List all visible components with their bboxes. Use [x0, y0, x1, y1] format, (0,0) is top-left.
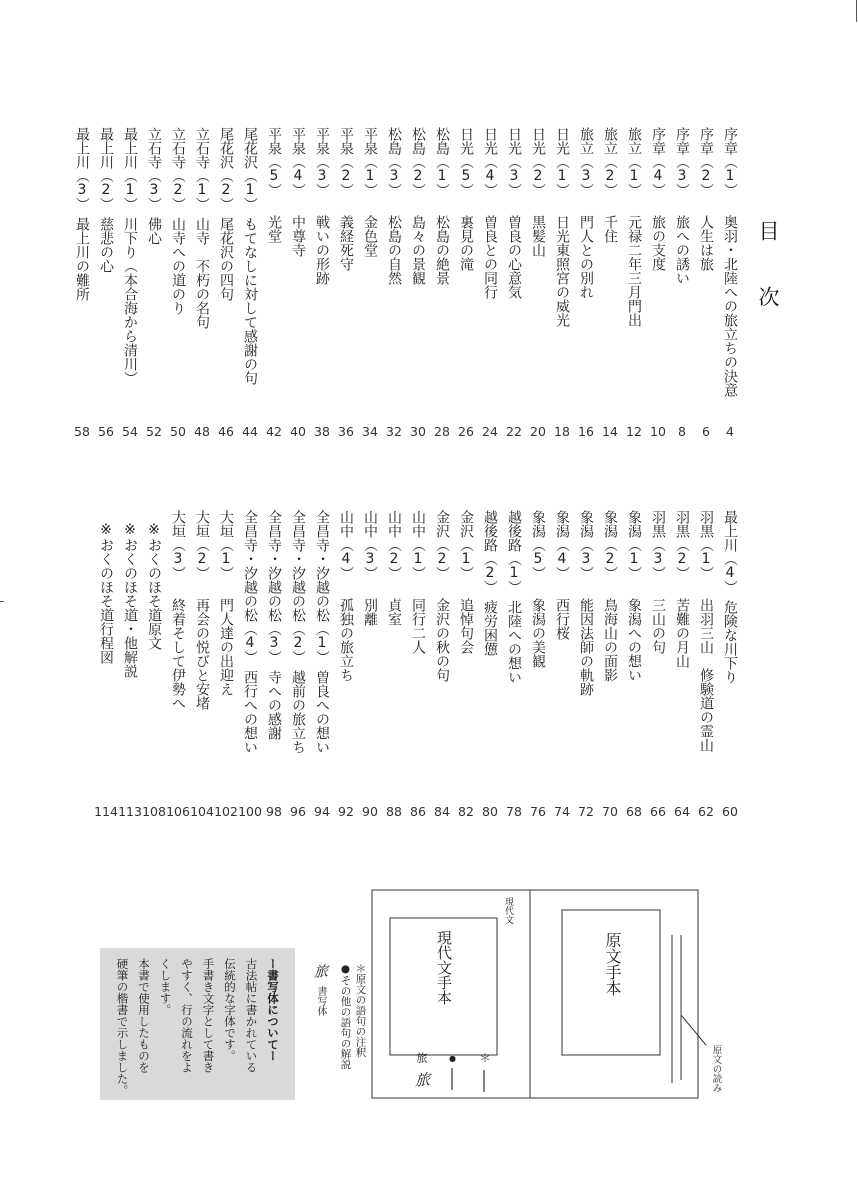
toc-entry-title: 中尊寺 [290, 215, 306, 257]
toc-entry [142, 127, 166, 447]
toc-entry [478, 127, 502, 447]
toc-section-label: 山中（3） [362, 510, 378, 580]
toc-entry-title: 旅の支度 [650, 215, 666, 271]
toc-entry [238, 510, 262, 826]
toc-entry-title: 奥羽・北陸への旅立ちの決意 [722, 215, 738, 397]
note-line: 手書き文字として書き [201, 958, 216, 1073]
toc-entry [214, 510, 238, 826]
toc-entry [574, 127, 598, 447]
modern-text-label: 現代文 [503, 897, 513, 924]
toc-entry-title: 曽良への想い [314, 670, 330, 754]
toc-section-label: 松島（1） [434, 127, 450, 197]
toc-entry [718, 127, 742, 447]
toc-entry [310, 127, 334, 447]
note-line: 伝統的な字体です。 [223, 958, 237, 1062]
toc-page-number: 34 [362, 424, 378, 439]
toc-entry-title: 再会の悦びと安堵 [194, 598, 210, 710]
toc-section-label: 松島（2） [410, 127, 426, 197]
toc-entry-title: 三山の句 [650, 598, 666, 654]
toc-section-label: 旅立（1） [626, 127, 642, 197]
toc-page-number: 28 [434, 424, 450, 439]
toc-entry [430, 510, 454, 826]
toc-entry [262, 127, 286, 447]
toc-section-label: 越後路（1） [506, 510, 522, 594]
toc-entry-title: 北陸への想い [506, 600, 522, 684]
toc-entry [166, 510, 190, 826]
toc-page-number: 90 [362, 804, 378, 819]
toc-entry [358, 127, 382, 447]
toc-entry [382, 127, 406, 447]
toc-entry-title: 能因法師の軌跡 [578, 598, 594, 696]
toc-entry-title: 寺への感謝 [266, 670, 282, 740]
toc-appendix-label: ※おくのほそ道・他解説 [122, 522, 138, 678]
toc-entry-title: 同行二人 [410, 598, 426, 654]
toc-entry [166, 127, 190, 447]
toc-entry-title: 山寺への道のり [170, 217, 186, 315]
toc-section-label: 羽黒（2） [674, 510, 690, 580]
toc-section-label: 象潟（1） [626, 510, 642, 580]
toc-page-number: 44 [242, 424, 258, 439]
toc-entry-title: 元禄二年三月門出 [626, 215, 642, 327]
modern-text-box-label: 現代文手本 [435, 930, 453, 1005]
toc-section-label: 立石寺（1） [194, 127, 210, 211]
toc-page-number: 62 [698, 804, 714, 819]
toc-section-label: 平泉（1） [362, 127, 378, 197]
shosha-note-box [100, 948, 295, 1100]
toc-entry-title: 鳥海山の面影 [602, 598, 618, 682]
toc-section-label: 象潟（3） [578, 510, 594, 580]
toc-page-number: 94 [314, 804, 330, 819]
note-heading: ー書写体についてー [266, 958, 280, 1062]
toc-entry [334, 127, 358, 447]
page-title: 目次 [756, 220, 780, 352]
toc-entry-title: 曽良の心意気 [506, 215, 522, 299]
toc-entry-title: 終着そして伊勢へ [170, 598, 186, 710]
toc-entry [118, 127, 142, 447]
toc-entry-title: 戦いの形跡 [314, 215, 330, 285]
toc-page-number: 80 [482, 804, 498, 819]
toc-section-label: 大垣（3） [170, 510, 186, 580]
toc-page-number: 12 [626, 424, 642, 439]
toc-entry-title: 慈悲の心 [98, 217, 114, 273]
toc-page-number: 86 [410, 804, 426, 819]
toc-entry-title: 島々の景観 [410, 215, 426, 285]
toc-entry [310, 510, 334, 826]
toc-entry-title: 曽良との同行 [482, 215, 498, 299]
toc-entry [598, 510, 622, 826]
toc-entry-title: 門人達の出迎え [218, 598, 234, 696]
toc-section-label: 象潟（5） [530, 510, 546, 580]
toc-page-number: 68 [626, 804, 642, 819]
toc-entry [694, 127, 718, 447]
toc-section-label: 尾花沢（1） [242, 127, 258, 211]
toc-entry-title: 象潟への想い [626, 598, 642, 682]
toc-page-number: 58 [74, 424, 90, 439]
toc-entry [262, 510, 286, 826]
toc-section-label: 平泉（2） [338, 127, 354, 197]
toc-page-number: 82 [458, 804, 474, 819]
toc-page-number: 102 [214, 804, 238, 819]
reading-pointer [681, 1015, 706, 1045]
toc-appendix-label: ※おくのほそ道原文 [146, 522, 162, 650]
toc-page-number: 8 [678, 424, 686, 439]
note-line: 本書で使用したものを [137, 958, 151, 1073]
toc-entry-title: 山寺 不朽の名句 [194, 217, 210, 329]
toc-page-number: 24 [482, 424, 498, 439]
toc-section-label: 最上川（2） [98, 127, 114, 211]
toc-page-number: 56 [98, 424, 114, 439]
toc-page-number: 52 [146, 424, 162, 439]
note-line: 古法帖に書かれている [244, 958, 259, 1073]
toc-section-label: 平泉（4） [290, 127, 306, 197]
toc-section-label: 山中（2） [386, 510, 402, 580]
toc-page-number: 70 [602, 804, 618, 819]
sample-star: ＊ [478, 1052, 491, 1063]
toc-page-number: 114 [94, 804, 118, 819]
toc-section-label: 松島（3） [386, 127, 402, 197]
toc-entry-title: 佛心 [146, 217, 162, 245]
toc-page-number: 10 [650, 424, 666, 439]
toc-page-number: 96 [290, 804, 306, 819]
toc-page-number: 32 [386, 424, 402, 439]
toc-page-number: 60 [722, 804, 738, 819]
toc-entry-title: 旅への誘い [674, 215, 690, 285]
toc-section-label: 旅立（2） [602, 127, 618, 197]
toc-page-number: 54 [122, 424, 138, 439]
toc-page-number: 76 [530, 804, 546, 819]
toc-entry [694, 510, 718, 826]
toc-page-number: 20 [530, 424, 546, 439]
book-spread-outline [372, 890, 698, 1098]
toc-entry [622, 127, 646, 447]
toc-entry [718, 510, 742, 826]
toc-section-label: 最上川（4） [722, 510, 738, 594]
toc-entry-title: 川下り（本合海から清川） [122, 217, 138, 385]
toc-section-label: 山中（4） [338, 510, 354, 580]
toc-section-label: 大垣（2） [194, 510, 210, 580]
toc-entry-title: 象潟の美観 [530, 598, 546, 668]
toc-entry [94, 127, 118, 447]
sample-dot: ● [448, 1054, 457, 1063]
toc-section-label: 日光（1） [554, 127, 570, 197]
note-line: くします。 [158, 958, 173, 1016]
toc-entry [526, 127, 550, 447]
toc-page-number: 6 [702, 424, 710, 439]
toc-entry-title: 日光東照宮の威光 [554, 215, 570, 327]
toc-entry-title: 義経死守 [338, 215, 354, 271]
toc-section-label: 越後路（2） [482, 510, 498, 594]
toc-entry [70, 127, 94, 447]
toc-entry [286, 127, 310, 447]
toc-section-label: 全昌寺・汐越の松（2） [290, 510, 306, 664]
toc-page-number: 36 [338, 424, 354, 439]
sample-char: 旅 [415, 1052, 428, 1063]
toc-entry [358, 510, 382, 826]
toc-entry-title: もてなしに対して感謝の句 [242, 217, 258, 385]
toc-entry [622, 510, 646, 826]
toc-section-label: 尾花沢（2） [218, 127, 234, 211]
toc-bottom-block [94, 510, 742, 826]
toc-entry [454, 510, 478, 826]
toc-page-number: 66 [650, 804, 666, 819]
toc-entry-title: 裏見の滝 [458, 215, 474, 271]
toc-entry-title: 金沢の秋の句 [434, 598, 450, 682]
toc-entry-title: 苦難の月山 [674, 598, 690, 668]
toc-entry [646, 510, 670, 826]
toc-section-label: 羽黒（3） [650, 510, 666, 580]
toc-section-label: 山中（1） [410, 510, 426, 580]
toc-page-number: 38 [314, 424, 330, 439]
toc-section-label: 序章（1） [722, 127, 738, 197]
toc-entry [286, 510, 310, 826]
toc-entry [502, 127, 526, 447]
toc-page-number: 108 [142, 804, 166, 819]
toc-page-number: 30 [410, 424, 426, 439]
toc-top-block [70, 127, 742, 447]
toc-entry-title: 松島の自然 [386, 215, 402, 285]
toc-entry [598, 127, 622, 447]
toc-page-number: 48 [194, 424, 210, 439]
toc-entry [550, 510, 574, 826]
toc-entry-title: 西行への想い [242, 670, 258, 754]
note-line: やすく、行の流れをよ [180, 958, 194, 1073]
toc-page-number: 106 [166, 804, 190, 819]
toc-entry [670, 127, 694, 447]
toc-page-number: 42 [266, 424, 282, 439]
toc-entry-title: 門人との別れ [578, 215, 594, 299]
legend-shosha-glyph: 旅 [312, 963, 328, 979]
note-line: 硬筆の楷書で示しました。 [115, 958, 130, 1096]
toc-section-label: 日光（4） [482, 127, 498, 197]
page-layout-diagram [366, 880, 746, 1110]
toc-section-label: 立石寺（3） [146, 127, 162, 211]
toc-page-number: 46 [218, 424, 234, 439]
toc-page-number: 88 [386, 804, 402, 819]
toc-entry-title: 松島の絶景 [434, 215, 450, 285]
toc-entry-title: 西行桜 [554, 598, 570, 640]
toc-page-number: 50 [170, 424, 186, 439]
sample-shosha-glyph: 旅 [413, 1071, 431, 1088]
toc-entry-title: 黒髪山 [530, 215, 546, 257]
legend-annotation: ＊原文の語句の注釈 [354, 963, 367, 1058]
toc-entry [574, 510, 598, 826]
crop-mark-left [0, 601, 4, 602]
toc-page-number: 113 [118, 804, 142, 819]
toc-section-label: 大垣（1） [218, 510, 234, 580]
toc-entry [454, 127, 478, 447]
toc-section-label: 全昌寺・汐越の松（4） [242, 510, 258, 664]
original-reading-label: 原文の読み [710, 1045, 722, 1093]
toc-section-label: 序章（4） [650, 127, 666, 197]
toc-entry [406, 510, 430, 826]
toc-page-number: 64 [674, 804, 690, 819]
toc-page-number: 4 [726, 424, 734, 439]
toc-entry [478, 510, 502, 826]
toc-appendix-entry [94, 510, 118, 826]
toc-appendix-label: ※おくのほそ道行程図 [98, 522, 114, 664]
toc-section-label: 最上川（3） [74, 127, 90, 211]
toc-page-number: 104 [190, 804, 214, 819]
toc-page-number: 98 [266, 804, 282, 819]
toc-entry-title: 追悼句会 [458, 598, 474, 654]
toc-appendix-entry [142, 510, 166, 826]
toc-page-number: 72 [578, 804, 594, 819]
toc-page-number: 92 [338, 804, 354, 819]
toc-appendix-entry [118, 510, 142, 826]
toc-entry-title: 金色堂 [362, 215, 378, 257]
toc-entry-title: 最上川の難所 [74, 217, 90, 301]
toc-page-number: 100 [238, 804, 262, 819]
toc-entry [190, 127, 214, 447]
toc-section-label: 最上川（1） [122, 127, 138, 211]
toc-entry [382, 510, 406, 826]
legend-shosha-label: 書写体 [315, 986, 326, 1016]
toc-entry [334, 510, 358, 826]
toc-section-label: 全昌寺・汐越の松（3） [266, 510, 282, 664]
toc-section-label: 羽黒（1） [698, 510, 714, 580]
toc-page-number: 14 [602, 424, 618, 439]
toc-page-number: 74 [554, 804, 570, 819]
toc-entry-title: 千住 [602, 215, 618, 243]
toc-section-label: 序章（3） [674, 127, 690, 197]
crop-mark-top-right [856, 0, 857, 22]
toc-section-label: 立石寺（2） [170, 127, 186, 211]
toc-page-number: 18 [554, 424, 570, 439]
toc-section-label: 平泉（5） [266, 127, 282, 197]
toc-entry-title: 貞室 [386, 598, 402, 626]
toc-entry [550, 127, 574, 447]
toc-section-label: 象潟（2） [602, 510, 618, 580]
toc-section-label: 日光（3） [506, 127, 522, 197]
toc-page-number: 40 [290, 424, 306, 439]
toc-entry-title: 尾花沢の四句 [218, 217, 234, 301]
toc-section-label: 金沢（1） [458, 510, 474, 580]
toc-page-number: 22 [506, 424, 522, 439]
toc-section-label: 平泉（3） [314, 127, 330, 197]
toc-entry-title: 人生は旅 [698, 215, 714, 271]
toc-entry [646, 127, 670, 447]
toc-entry [670, 510, 694, 826]
toc-section-label: 序章（2） [698, 127, 714, 197]
toc-entry [214, 127, 238, 447]
toc-section-label: 象潟（4） [554, 510, 570, 580]
toc-page-number: 16 [578, 424, 594, 439]
toc-entry-title: 別離 [362, 598, 378, 626]
toc-entry [502, 510, 526, 826]
toc-entry-title: 出羽三山 修験道の霊山 [698, 598, 714, 752]
toc-section-label: 日光（2） [530, 127, 546, 197]
toc-entry [190, 510, 214, 826]
toc-entry [238, 127, 262, 447]
toc-page-number: 26 [458, 424, 474, 439]
toc-entry [430, 127, 454, 447]
toc-section-label: 全昌寺・汐越の松（1） [314, 510, 330, 664]
original-text-box-label: 原文手本 [603, 932, 622, 996]
toc-entry [406, 127, 430, 447]
toc-entry-title: 光堂 [266, 215, 282, 243]
toc-entry-title: 孤独の旅立ち [338, 598, 354, 682]
toc-section-label: 金沢（2） [434, 510, 450, 580]
toc-entry-title: 越前の旅立ち [290, 670, 306, 754]
toc-entry-title: 危険な川下り [722, 600, 738, 684]
toc-page-number: 84 [434, 804, 450, 819]
legend-explanation: ●その他の語句の解説 [339, 963, 352, 1070]
toc-section-label: 日光（5） [458, 127, 474, 197]
toc-section-label: 旅立（3） [578, 127, 594, 197]
toc-entry [526, 510, 550, 826]
toc-entry-title: 疲労困憊 [482, 600, 498, 656]
toc-page-number: 78 [506, 804, 522, 819]
